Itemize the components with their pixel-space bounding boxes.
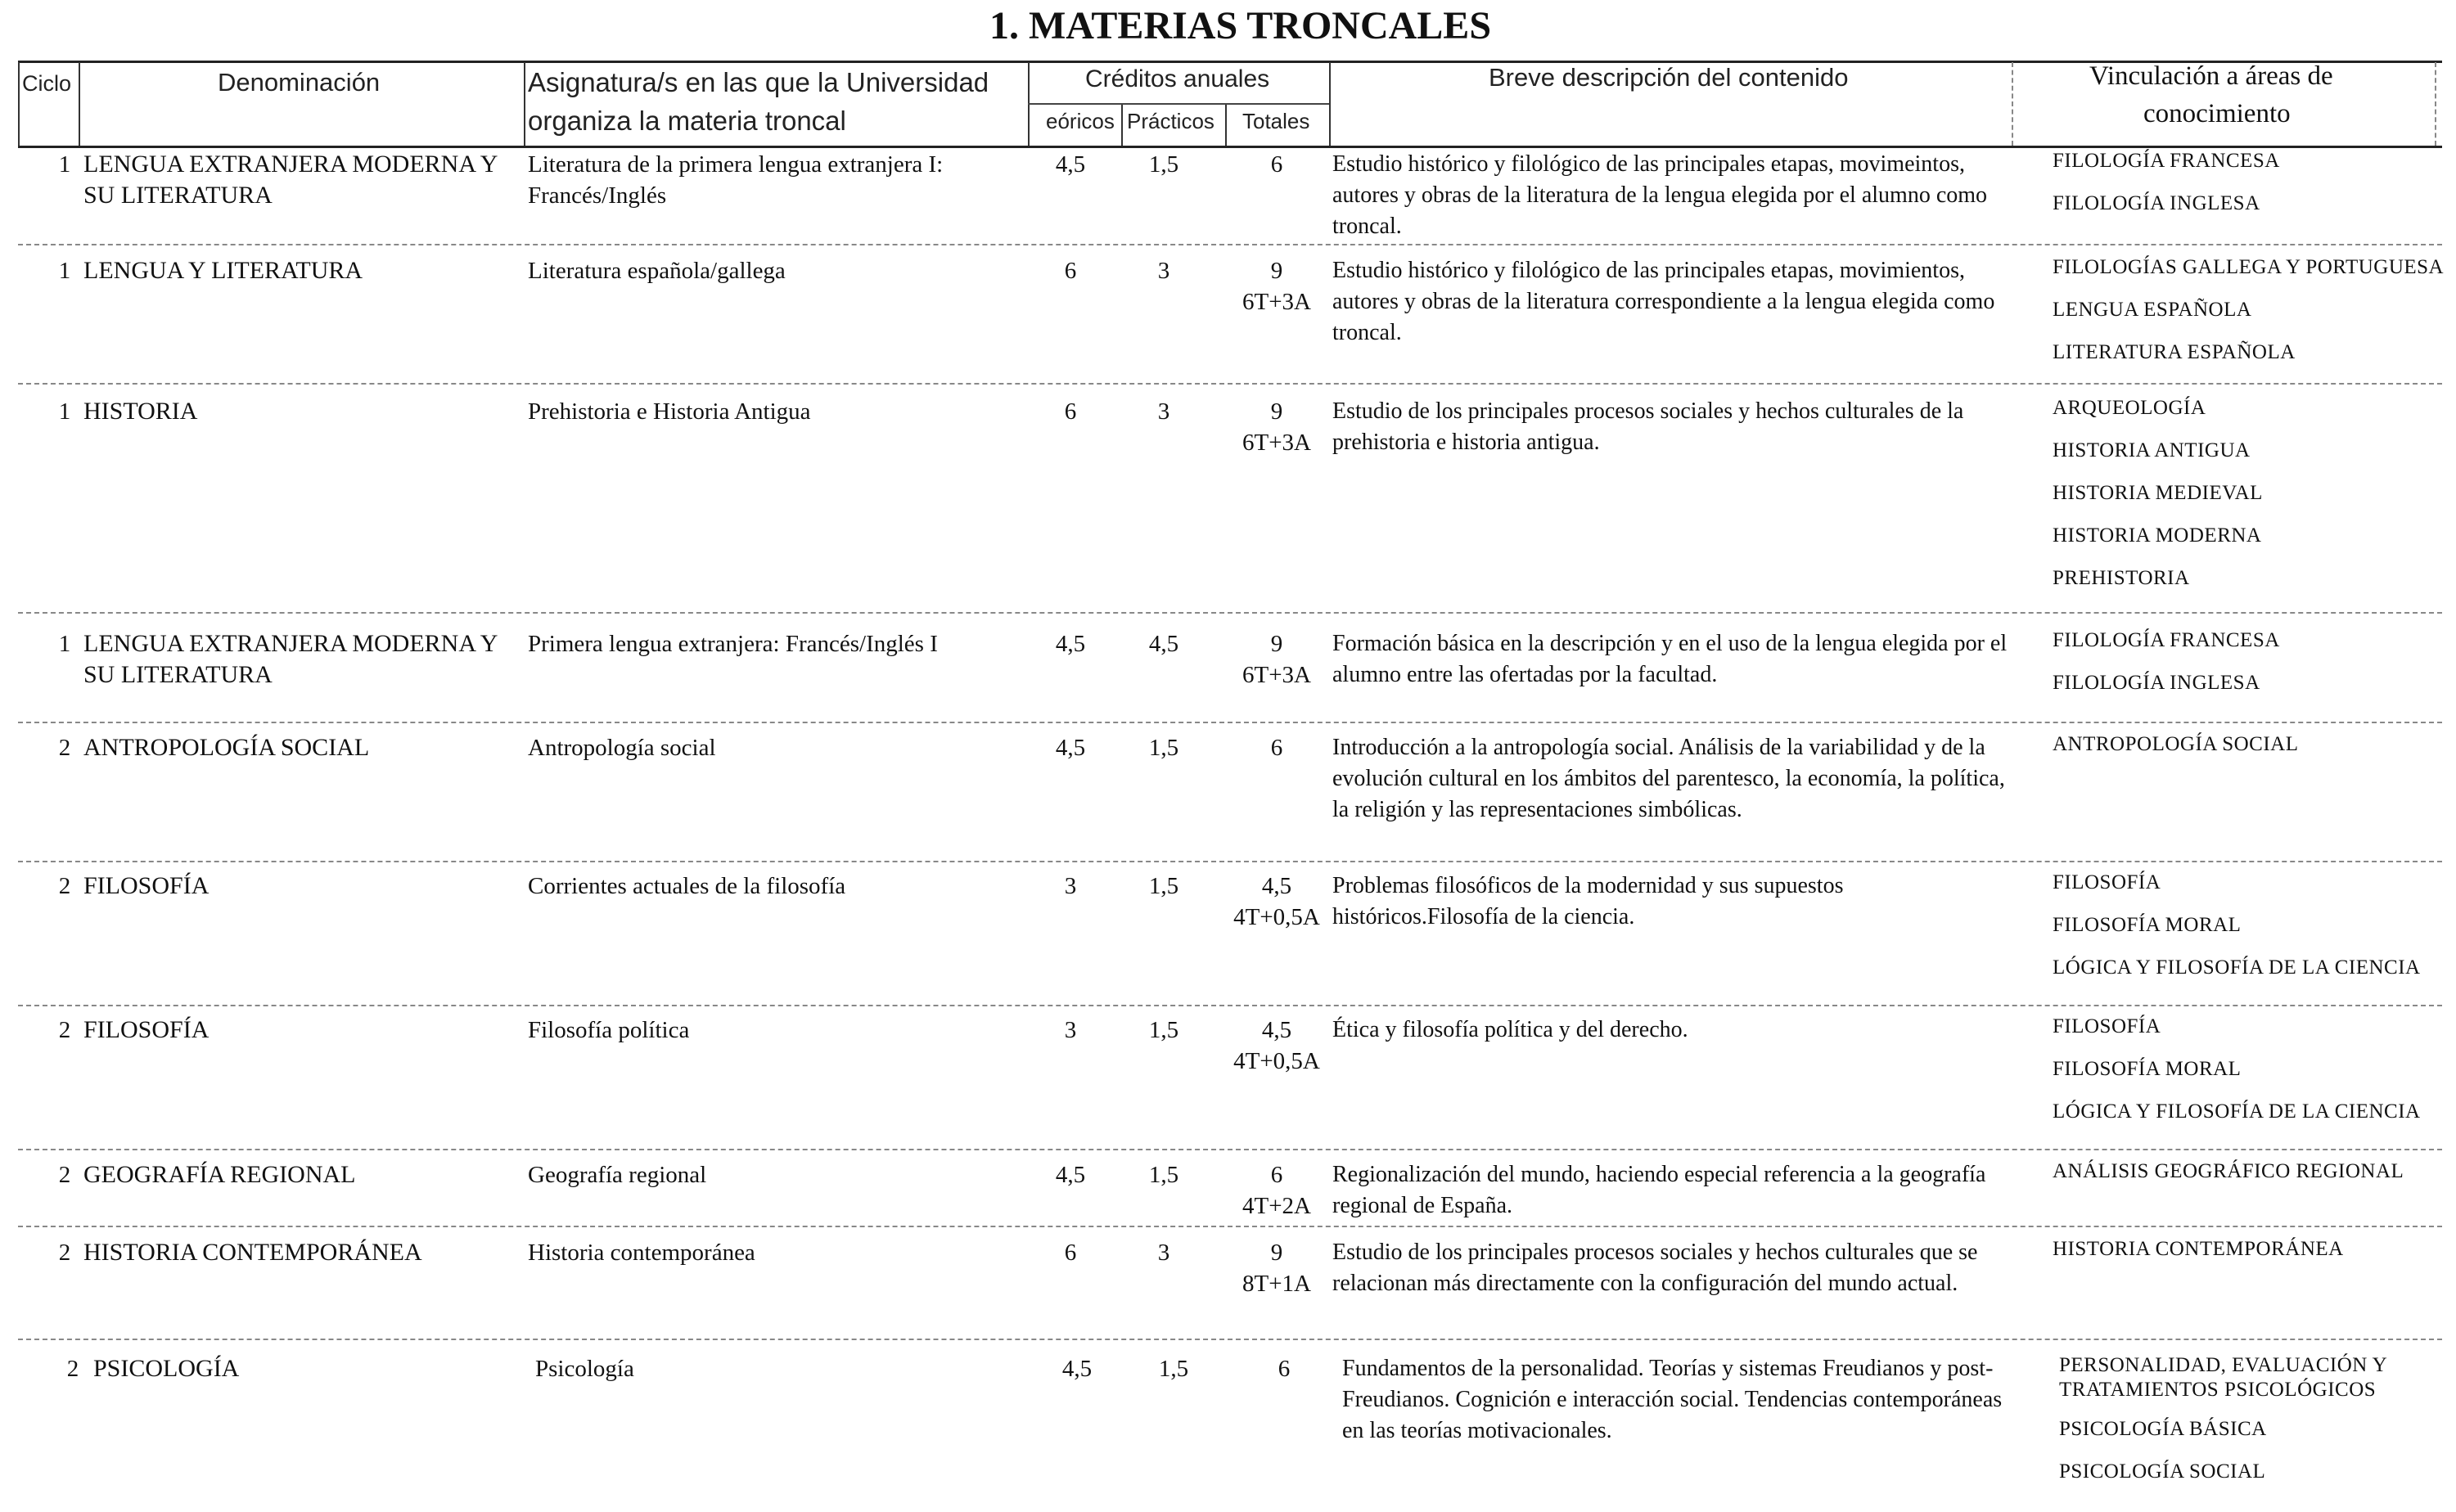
cell-totales-value: 6 xyxy=(1270,1162,1283,1188)
header-divider xyxy=(2012,62,2013,146)
cell-denominacion: LENGUA EXTRANJERA MODERNA Y SU LITERATURA xyxy=(83,630,498,688)
cell-denominacion: PSICOLOGÍA xyxy=(93,1355,240,1382)
cell-teoricos: 6 xyxy=(1064,398,1077,425)
credits-subheader-rule xyxy=(1028,103,1329,105)
header-vinculacion-line1: Vinculación a áreas de xyxy=(2089,61,2333,91)
cell-practicos: 1,5 xyxy=(1158,1356,1189,1382)
area-item: FILOSOFÍA MORAL xyxy=(2053,1058,2242,1080)
cell-totales-value: 9 xyxy=(1270,398,1283,425)
cell-totales-detail: 6T+3A xyxy=(1242,662,1311,688)
cell-totales xyxy=(1232,255,1322,317)
cell-asignatura: Historia contemporánea xyxy=(528,1240,755,1266)
row-separator xyxy=(18,244,2442,245)
cell-ciclo: 2 xyxy=(66,1356,79,1382)
cell-asignatura: Corrientes actuales de la filosofía xyxy=(528,873,846,899)
cell-ciclo: 2 xyxy=(58,735,71,761)
header-denominacion: Denominación xyxy=(218,68,381,97)
area-item: HISTORIA MEDIEVAL xyxy=(2053,482,2263,504)
cell-areas xyxy=(2053,871,2454,998)
cell-totales-value: 4,5 xyxy=(1261,873,1292,899)
header-creditos: Créditos anuales xyxy=(1085,65,1270,92)
cell-teoricos: 6 xyxy=(1064,1240,1077,1266)
area-item: LÓGICA Y FILOSOFÍA DE LA CIENCIA xyxy=(2053,956,2421,979)
cell-practicos: 3 xyxy=(1157,398,1170,425)
row-separator xyxy=(18,383,2442,385)
cell-denominacion: LENGUA Y LITERATURA xyxy=(83,257,363,284)
header-divider xyxy=(2435,62,2436,146)
cell-totales-value: 9 xyxy=(1270,1240,1283,1266)
cell-totales xyxy=(1232,732,1322,763)
area-item: PSICOLOGÍA BÁSICA xyxy=(2059,1418,2267,1440)
cell-descripcion: Estudio de los principales procesos sociales y hechos culturales que se relacionan más directamente con la configuración del mundo actual. xyxy=(1332,1240,1978,1296)
cell-asignatura: Geografía regional xyxy=(528,1162,707,1188)
cell-totales xyxy=(1239,1353,1329,1384)
cell-areas xyxy=(2053,1159,2454,1202)
cell-totales-value: 9 xyxy=(1270,631,1283,657)
cell-descripcion: Problemas filosóficos de la modernidad y sus supuestos históricos.Filosofía de la ciencia. xyxy=(1332,873,1844,929)
cell-totales-detail: 6T+3A xyxy=(1242,289,1311,315)
cell-totales-value: 6 xyxy=(1270,735,1283,761)
cell-areas xyxy=(2053,628,2454,713)
cell-ciclo: 2 xyxy=(58,1162,71,1188)
area-item: ANTROPOLOGÍA SOCIAL xyxy=(2053,733,2299,755)
cell-teoricos: 4,5 xyxy=(1055,151,1086,178)
row-separator xyxy=(18,1149,2442,1150)
cell-totales-detail: 4T+2A xyxy=(1242,1193,1311,1219)
cell-teoricos: 6 xyxy=(1064,258,1077,284)
cell-areas xyxy=(2053,1015,2454,1142)
area-item: FILOSOFÍA xyxy=(2053,1015,2161,1037)
row-separator xyxy=(18,1339,2442,1340)
cell-descripcion: Fundamentos de la personalidad. Teorías y sistemas Freudianos y post-Freudianos. Cognición e interacción social. Tendencias contemporáneas en las teorías motivacionales. xyxy=(1342,1356,2003,1443)
cell-denominacion: ANTROPOLOGÍA SOCIAL xyxy=(83,734,370,761)
cell-totales-value: 9 xyxy=(1270,258,1283,284)
header-teoricos: eóricos xyxy=(1046,109,1115,133)
cell-practicos: 4,5 xyxy=(1148,631,1179,657)
cell-asignatura: Filosofía política xyxy=(528,1017,690,1043)
cell-practicos: 1,5 xyxy=(1148,735,1179,761)
cell-practicos: 1,5 xyxy=(1148,873,1179,899)
cell-totales-value: 4,5 xyxy=(1261,1017,1292,1043)
cell-denominacion: HISTORIA CONTEMPORÁNEA xyxy=(83,1239,422,1266)
cell-ciclo: 2 xyxy=(58,1240,71,1266)
cell-totales xyxy=(1232,396,1322,458)
cell-totales-value: 6 xyxy=(1278,1356,1291,1382)
cell-totales xyxy=(1232,1159,1322,1222)
cell-teoricos: 3 xyxy=(1064,873,1077,899)
area-item: HISTORIA MODERNA xyxy=(2053,524,2262,547)
cell-descripcion: Ética y filosofía política y del derecho. xyxy=(1332,1017,1688,1042)
header-asignatura-line2: organiza la materia troncal xyxy=(528,106,846,136)
cell-practicos: 1,5 xyxy=(1148,1017,1179,1043)
cell-practicos: 1,5 xyxy=(1148,151,1179,178)
cell-ciclo: 1 xyxy=(58,398,71,425)
cell-teoricos: 4,5 xyxy=(1055,1162,1086,1188)
cell-areas xyxy=(2059,1353,2444,1502)
cell-denominacion: FILOSOFÍA xyxy=(83,872,210,899)
header-bottom-rule xyxy=(18,146,2442,148)
cell-totales-detail: 6T+3A xyxy=(1242,430,1311,456)
header-divider xyxy=(524,62,525,146)
header-divider xyxy=(1329,62,1331,146)
area-item: FILOLOGÍA INGLESA xyxy=(2053,192,2260,214)
cell-areas xyxy=(2053,732,2454,775)
cell-asignatura: Antropología social xyxy=(528,735,716,761)
header-descripcion: Breve descripción del contenido xyxy=(1489,63,1849,92)
cell-denominacion: LENGUA EXTRANJERA MODERNA Y SU LITERATURA xyxy=(83,151,498,209)
header-asignatura-line1: Asignatura/s en las que la Universidad xyxy=(528,67,989,97)
header-ciclo: Ciclo xyxy=(22,71,72,96)
area-item: PREHISTORIA xyxy=(2053,567,2190,589)
area-item: PERSONALIDAD, EVALUACIÓN Y TRATAMIENTOS PSICOLÓGICOS xyxy=(2059,1354,2387,1401)
cell-descripcion: Estudio histórico y filológico de las principales etapas, movimeintos, autores y obras de la literatura de la lengua elegida por el alumno como troncal. xyxy=(1332,151,1988,239)
cell-denominacion: GEOGRAFÍA REGIONAL xyxy=(83,1161,356,1188)
cell-totales xyxy=(1232,149,1322,180)
area-item: ARQUEOLOGÍA xyxy=(2053,397,2206,419)
row-separator xyxy=(18,1005,2442,1006)
cell-ciclo: 1 xyxy=(58,631,71,657)
cell-teoricos: 4,5 xyxy=(1055,631,1086,657)
cell-denominacion: FILOSOFÍA xyxy=(83,1016,210,1043)
cell-areas xyxy=(2053,149,2454,234)
table-top-rule xyxy=(18,61,2442,63)
cell-areas xyxy=(2053,1237,2454,1280)
area-item: LÓGICA Y FILOSOFÍA DE LA CIENCIA xyxy=(2053,1100,2421,1123)
cell-totales xyxy=(1232,628,1322,691)
cell-denominacion: HISTORIA xyxy=(83,398,198,425)
area-item: FILOSOFÍA xyxy=(2053,871,2161,893)
area-item: LITERATURA ESPAÑOLA xyxy=(2053,341,2296,363)
page-title: 1. MATERIAS TRONCALES xyxy=(989,4,1492,47)
area-item: ANÁLISIS GEOGRÁFICO REGIONAL xyxy=(2053,1160,2404,1182)
cell-asignatura: Prehistoria e Historia Antigua xyxy=(528,398,811,425)
row-separator xyxy=(18,722,2442,723)
credits-subdivider xyxy=(1225,105,1227,146)
cell-ciclo: 2 xyxy=(58,873,71,899)
cell-ciclo: 1 xyxy=(58,258,71,284)
cell-descripcion: Formación básica en la descripción y en el uso de la lengua elegida por el alumno entre las ofertadas por la facultad. xyxy=(1332,631,2008,687)
row-separator xyxy=(18,1226,2442,1227)
cell-asignatura: Primera lengua extranjera: Francés/Inglés I xyxy=(528,631,938,657)
area-item: FILOLOGÍA FRANCESA xyxy=(2053,629,2280,651)
cell-ciclo: 2 xyxy=(58,1017,71,1043)
cell-practicos: 3 xyxy=(1157,1240,1170,1266)
cell-descripcion: Regionalización del mundo, haciendo especial referencia a la geografía regional de España. xyxy=(1332,1162,1986,1218)
cell-totales-detail: 4T+0,5A xyxy=(1233,1048,1320,1074)
cell-asignatura: Literatura española/gallega xyxy=(528,258,786,284)
cell-teoricos: 4,5 xyxy=(1055,735,1086,761)
area-item: PSICOLOGÍA SOCIAL xyxy=(2059,1460,2266,1483)
cell-practicos: 3 xyxy=(1157,258,1170,284)
cell-totales-detail: 4T+0,5A xyxy=(1233,904,1320,930)
header-totales: Totales xyxy=(1242,109,1310,133)
cell-areas xyxy=(2053,255,2454,383)
cell-totales xyxy=(1232,1237,1322,1299)
header-vinculacion-line2: conocimiento xyxy=(2143,99,2291,128)
header-divider xyxy=(18,62,20,146)
cell-descripcion: Estudio de los principales procesos sociales y hechos culturales de la prehistoria e historia antigua. xyxy=(1332,398,1964,455)
header-divider xyxy=(79,62,80,146)
area-item: HISTORIA ANTIGUA xyxy=(2053,439,2251,461)
cell-teoricos: 3 xyxy=(1064,1017,1077,1043)
row-separator xyxy=(18,861,2442,862)
cell-totales xyxy=(1232,871,1322,933)
cell-totales-value: 6 xyxy=(1270,151,1283,178)
cell-totales xyxy=(1232,1015,1322,1077)
area-item: FILOLOGÍA INGLESA xyxy=(2053,672,2260,694)
cell-totales-detail: 8T+1A xyxy=(1242,1271,1311,1297)
cell-asignatura: Psicología xyxy=(535,1356,634,1382)
credits-subdivider xyxy=(1121,105,1123,146)
cell-teoricos: 4,5 xyxy=(1061,1356,1093,1382)
cell-ciclo: 1 xyxy=(58,151,71,178)
cell-descripcion: Estudio histórico y filológico de las principales etapas, movimientos, autores y obras de la literatura correspondiente a la lengua elegida como troncal. xyxy=(1332,258,1995,345)
cell-descripcion: Introducción a la antropología social. Análisis de la variabilidad y de la evolución cultural en los ámbitos del parentesco, la economía, la política, la religión y las representaciones simbólicas. xyxy=(1332,735,2005,822)
area-item: HISTORIA CONTEMPORÁNEA xyxy=(2053,1238,2344,1260)
area-item: FILOLOGÍA FRANCESA xyxy=(2053,150,2280,172)
area-item: FILOLOGÍAS GALLEGA Y PORTUGUESA xyxy=(2053,256,2445,278)
cell-practicos: 1,5 xyxy=(1148,1162,1179,1188)
cell-asignatura: Literatura de la primera lengua extranjera I: Francés/Inglés xyxy=(528,151,944,209)
header-practicos: Prácticos xyxy=(1127,109,1214,133)
area-item: FILOSOFÍA MORAL xyxy=(2053,914,2242,936)
cell-areas xyxy=(2053,396,2454,609)
row-separator xyxy=(18,612,2442,614)
area-item: LENGUA ESPAÑOLA xyxy=(2053,299,2252,321)
